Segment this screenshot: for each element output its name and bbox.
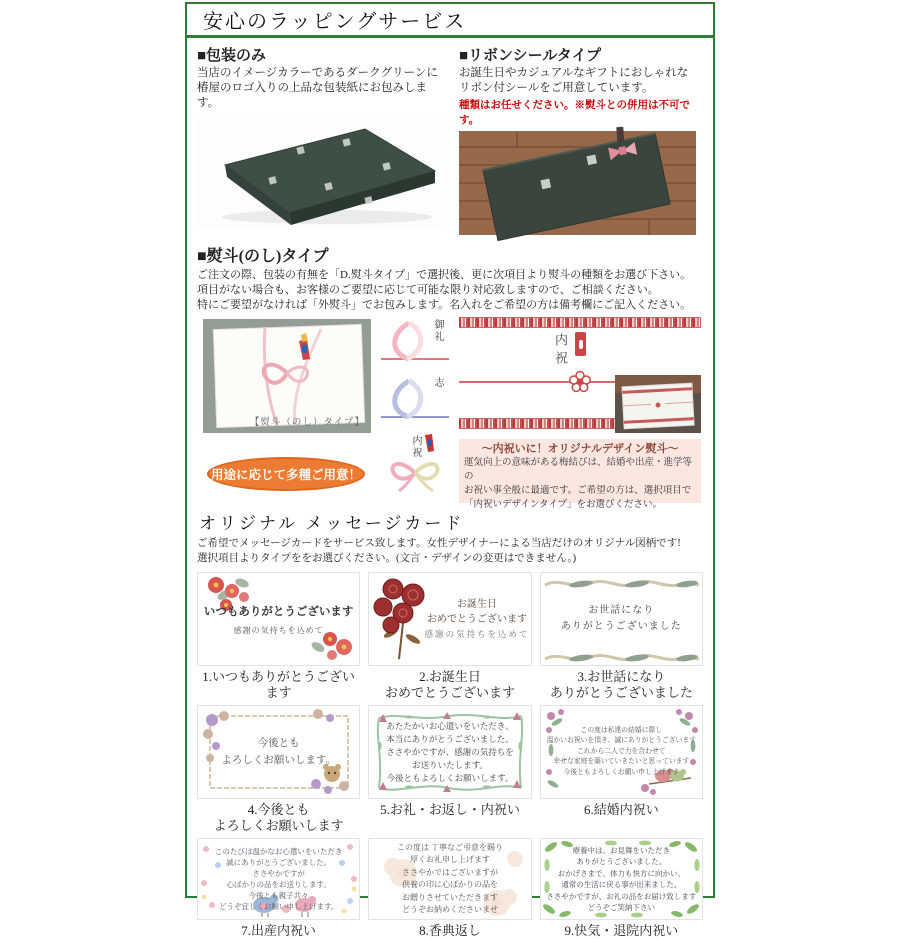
wrap-only-heading: ■包装のみ: [197, 48, 267, 64]
card-9-caption: 9.快気・退院内祝い: [564, 923, 679, 938]
infobox-title: ～内祝いに！オリジナルデザイン熨斗～: [481, 443, 679, 455]
card-7-caption: 7.出産内祝い: [241, 923, 317, 938]
card-3-caption: 3.お世話になり ありがとうございました: [549, 669, 693, 700]
message-card-5: [368, 705, 531, 799]
card-6-cell: [540, 705, 703, 834]
ribbon-seal-section: [459, 42, 701, 235]
noshi-photo-caption: 【熨斗（のし）タイプ】: [249, 418, 365, 428]
noshi-description: ご注文の際、包装の有無を「D.熨斗タイプ」で選択後、更に次項目より熨斗の種類をお選び下さい。 項目がない場合も、お客様のご要望に応じて可能な限り対応致しますので、ご相談ください。 特にご要望がなければ「外熨斗」でお包みします。名入れをご希望の方は備考欄にご記入ください。: [197, 269, 692, 311]
ribbon-seal-note: 種類はお任せください。※熨斗との併用は不可です。: [459, 100, 690, 126]
card-6-text: この度は私達の結婚に際し 温かいお祝いを頂き、誠にありがとうございます これから二人で力を合わせて 幸せな家庭を築いていきたいと思っています 今後ともよろしくお願い申し上げます: [546, 726, 696, 776]
card-9-text: 療養中は、お見舞をいただき ありがとうございました。 おかげさまで、体力も快方に向かい、 通常の生活に戻る事が出来ました。 ささやかですが、お礼の品をお届け致します どうぞご笑納下さい: [546, 845, 697, 912]
card-8-cell: [368, 838, 531, 939]
top-columns: [197, 42, 703, 235]
design-noshi-seal: [575, 332, 586, 356]
wrapping-service-panel: [185, 2, 715, 938]
noshi-visuals: [197, 317, 703, 510]
message-card-6: [540, 705, 703, 799]
message-card-4: [197, 705, 360, 799]
design-noshi-box-photo-illustration: [615, 375, 701, 433]
card-2-cell: [368, 572, 531, 701]
design-noshi-infobox: [459, 439, 701, 510]
noshi-variety-badge: 用途に応じて多種ご用意！: [207, 457, 365, 491]
noshi-sample-label: 志: [432, 377, 443, 389]
content-area: [187, 38, 713, 939]
card-1-text: いつもありがとうございます 感謝の気持ちを込めて: [203, 605, 354, 635]
message-card-2: [368, 572, 531, 666]
card-1-cell: [197, 572, 360, 701]
message-card-grid: [197, 572, 703, 939]
green-box-photo-illustration: [197, 115, 447, 227]
card-7-cell: [197, 838, 360, 939]
card-5-cell: [368, 705, 531, 834]
noshi-sample-kokorozashi: [379, 375, 455, 433]
infobox-text: 運気向上の意味がある梅結びは、結婚や出産・進学等の お祝い事全般に最適です。ご希望の方は、選択項目で 「内祝いデザインタイプ」をお選びください。: [464, 458, 693, 510]
card-6-caption: 6.結婚内祝い: [583, 802, 659, 817]
wrap-only-description: 当店のイメージカラーであるダークグリーンに 椿屋のロゴ入りの上品な包装紙にお包みします。: [197, 67, 438, 109]
card-4-cell: [197, 705, 360, 834]
card-9-cell: [540, 838, 703, 939]
noshi-photo: [203, 319, 371, 433]
card-5-text: あたたかいお心遣いをいただき、 本当にありがとうございました。 ささやかですが、感謝の気持ちを お送りいたします。 今後ともよろしくお願いします。: [386, 720, 514, 783]
ribbon-box-photo-illustration: [459, 131, 696, 235]
noshi-sample-uchiiwai: [379, 433, 455, 491]
card-2-text: お誕生日 おめでとうございます 感謝の気持ちを込めて: [424, 598, 530, 639]
card-3-cell: [540, 572, 703, 701]
card-3-text: お世話になり ありがとうございました: [560, 605, 682, 632]
message-card-7: [197, 838, 360, 920]
message-card-description: ご希望でメッセージカードをサービス致します。女性デザイナーによる当店だけのオリジナル図柄です! 選択項目よりタイプををお選びください。(文言・デザインの変更はできません。): [197, 538, 681, 564]
card-2-caption: 2.お誕生日 おめでとうございます: [384, 669, 515, 700]
design-noshi-label: 内祝: [553, 333, 568, 369]
noshi-sample-orei: [379, 317, 455, 375]
message-card-3: [540, 572, 703, 666]
ribbon-seal-description: お誕生日やカジュアルなギフトにおしゃれな リボン付シールをご用意しています。: [459, 67, 689, 94]
card-5-caption: 5.お礼・お返し・内祝い: [380, 802, 520, 817]
plum-knot-illustration: [569, 371, 591, 393]
noshi-samples: [379, 317, 455, 491]
design-noshi: [459, 317, 701, 437]
ribbon-seal-heading: ■リボンシールタイプ: [459, 48, 602, 64]
noshi-sample-label: 内祝: [410, 435, 421, 459]
design-noshi-top-border: [459, 317, 701, 328]
noshi-sample-label: 御礼: [432, 319, 443, 343]
message-card-heading: オリジナル メッセージカード: [199, 514, 465, 533]
card-4-text: 今後とも よろしくお願いします。: [221, 738, 336, 766]
page-title: 安心のラッピングサービス: [187, 4, 713, 38]
card-8-text: この度は 丁寧なご弔意を賜り 厚くお礼申し上げます ささやかではございますが 供養の印に心ばかりの品を お贈りさせていただきます どうぞお納めくださいませ: [396, 842, 503, 914]
wrap-only-section: [197, 42, 449, 235]
card-1-caption: 1.いつもありがとうございます: [202, 669, 356, 700]
message-card-1: [197, 572, 360, 666]
card-8-caption: 8.香典返し: [419, 923, 481, 938]
message-card-8: [368, 838, 531, 920]
card-7-text: このたびは温かなお心遣いをいただき 誠にありがとうございました。 ささやかですが 心ばかりの品をお送りします。 今後とも親子共々 どうぞ宜しくお願い申し上げます。: [214, 847, 343, 911]
message-card-9: [540, 838, 703, 920]
noshi-heading: ■熨斗(のし)タイプ: [197, 248, 329, 265]
card-4-caption: 4.今後とも よろしくお願いします: [213, 802, 344, 833]
